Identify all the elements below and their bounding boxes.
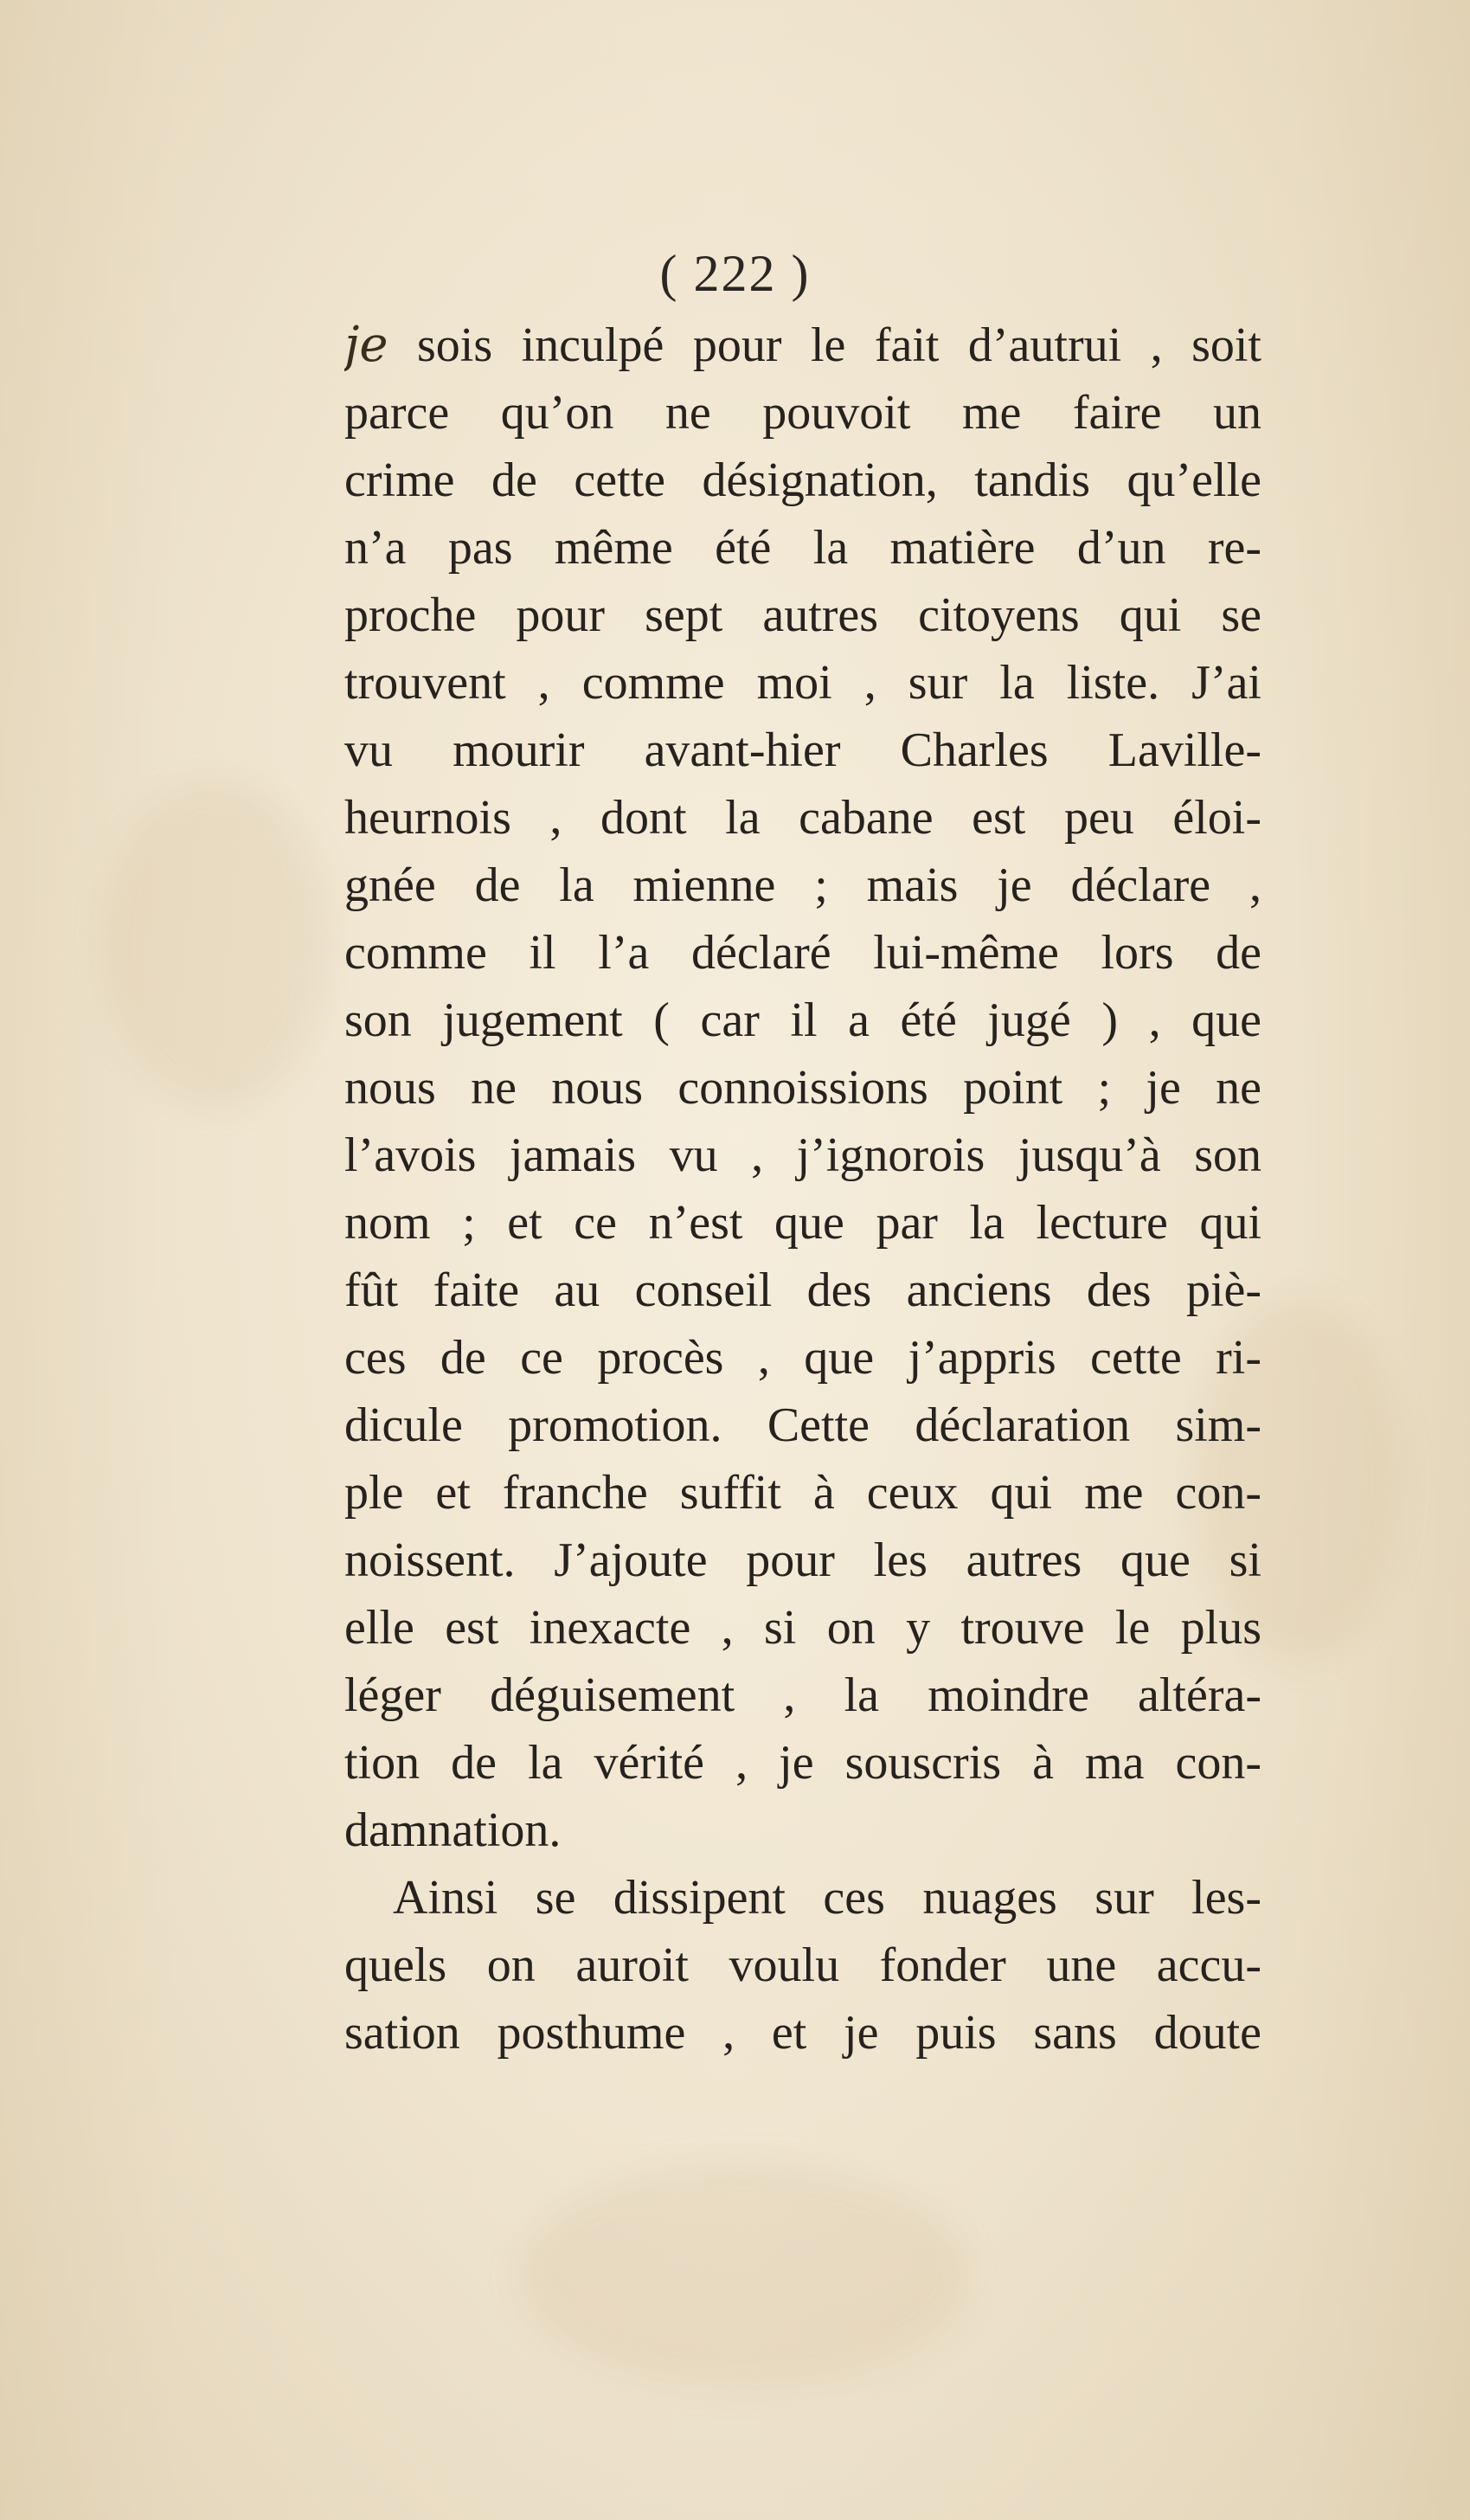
line-text: tion de la vérité , je souscris à ma con- [344,1736,1261,1790]
text-line [344,514,1261,582]
line-text: Ainsi se dissipent ces nuages sur les- [393,1871,1261,1925]
text-line [344,784,1261,852]
text-line [344,1797,1261,1864]
text-line [344,1864,1261,1932]
text-line [344,1122,1261,1189]
text-line [344,582,1261,649]
text-line [344,852,1261,919]
line-text: ces de ce procès , que j’appris cette ri- [344,1331,1261,1385]
body-text [344,312,1261,2067]
text-line [344,379,1261,447]
text-line [344,1999,1261,2067]
text-line [344,1189,1261,1257]
handwritten-correction: je [344,317,388,373]
line-text: dicule promotion. Cette déclaration sim- [344,1398,1261,1452]
text-line [344,987,1261,1054]
line-text: heurnois , dont la cabane est peu éloi- [344,791,1261,845]
text-line [344,919,1261,987]
line-text: ple et franche suffit à ceux qui me con- [344,1466,1261,1520]
line-text: proche pour sept autres citoyens qui se [344,588,1261,642]
text-line [344,1594,1261,1662]
line-text: elle est inexacte , si on y trouve le plus [344,1601,1261,1655]
line-text: crime de cette désignation, tandis qu’elle [344,453,1261,507]
line-text: léger déguisement , la moindre altéra- [344,1668,1261,1722]
line-text: vu mourir avant-hier Charles Laville- [344,723,1261,777]
text-line [344,1932,1261,1999]
paper-stain [519,2163,969,2388]
text-line [344,1662,1261,1729]
line-text: nous ne nous connoissions point ; je ne [344,1061,1261,1115]
line-text: n’a pas même été la matière d’un re- [344,521,1261,575]
text-line [344,649,1261,717]
text-line [344,1392,1261,1459]
line-text: sation posthume , et je puis sans doute [344,2006,1261,2060]
line-text: fût faite au conseil des anciens des piè- [344,1263,1261,1317]
line-text: trouvent , comme moi , sur la liste. J’ai [344,656,1261,710]
text-line [344,717,1261,784]
line-text: damnation. [344,1803,562,1857]
line-text: noissent. J’ajoute pour les autres que si [344,1533,1261,1587]
line-text: gnée de la mienne ; mais je déclare , [344,858,1261,912]
text-line [344,1257,1261,1324]
text-line [344,1729,1261,1797]
line-text: comme il l’a déclaré lui-même lors de [344,926,1261,980]
line-text: quels on auroit voulu fonder une accu- [344,1938,1261,1992]
line-text: son jugement ( car il a été jugé ) , que [344,993,1261,1047]
line-text: parce qu’on ne pouvoit me faire un [344,386,1261,440]
text-line [344,1054,1261,1122]
line-text: sois inculpé pour le fait d’autrui , soit [388,318,1261,372]
text-line [344,1527,1261,1594]
line-text: l’avois jamais vu , j’ignorois jusqu’à son [344,1128,1261,1182]
text-line [344,1459,1261,1527]
page-number: ( 222 ) [659,245,811,302]
paper-stain [104,779,329,1108]
line-text: nom ; et ce n’est que par la lecture qui [344,1196,1261,1250]
text-line [344,1324,1261,1392]
text-line [344,312,1261,379]
text-line [344,447,1261,514]
